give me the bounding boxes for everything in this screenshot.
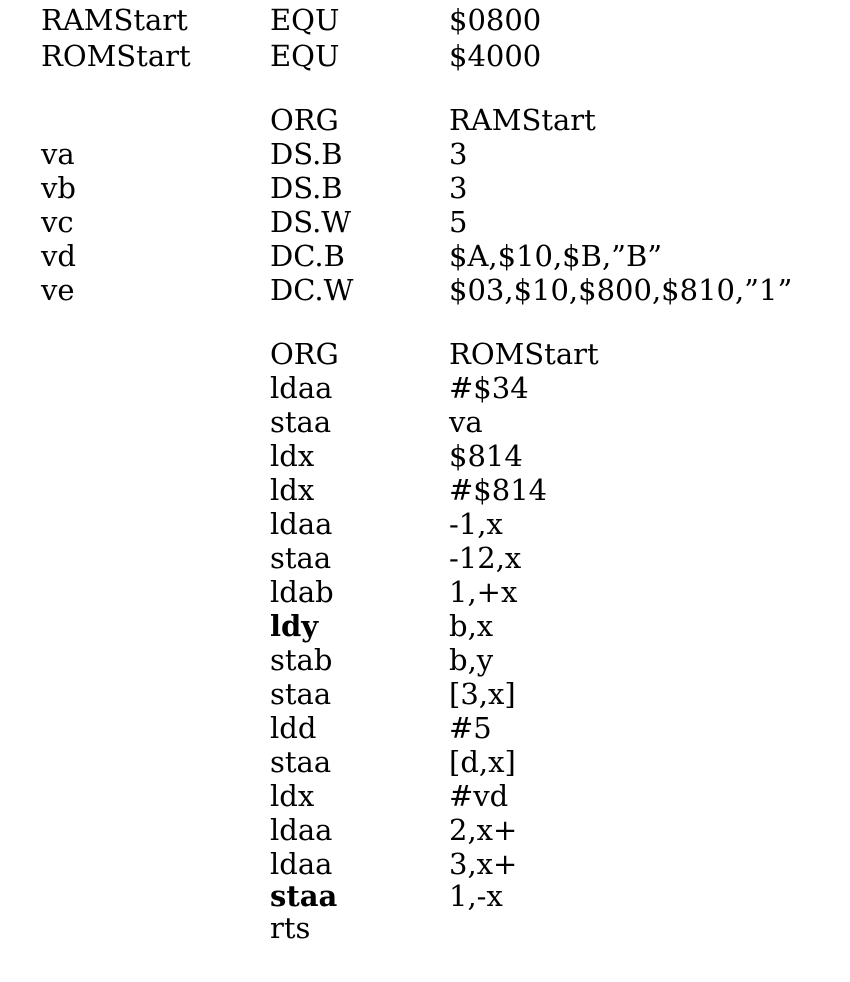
code-line — [0, 610, 850, 642]
line-label: ve — [41, 273, 75, 307]
line-operand: b,y — [449, 643, 494, 677]
code-line — [0, 712, 850, 744]
code-line — [0, 644, 850, 676]
line-mnemonic: DS.B — [270, 137, 343, 171]
line-mnemonic: ldy — [270, 609, 319, 643]
line-operand: 1,+x — [449, 575, 518, 609]
line-mnemonic: ORG — [270, 103, 339, 137]
line-mnemonic: staa — [270, 405, 332, 439]
line-label: vd — [41, 239, 76, 273]
line-operand: [3,x] — [449, 677, 516, 711]
line-operand: 2,x+ — [449, 813, 518, 847]
code-line — [0, 274, 850, 306]
line-operand: 3 — [449, 171, 468, 205]
line-operand: $A,$10,$B,”B” — [449, 239, 663, 273]
line-mnemonic: ldaa — [270, 371, 333, 405]
line-mnemonic: ldx — [270, 439, 315, 473]
line-label: vc — [41, 205, 74, 239]
line-operand: $4000 — [449, 39, 542, 73]
line-operand: $814 — [449, 439, 523, 473]
code-line — [0, 780, 850, 812]
line-operand: $03,$10,$800,$810,”1” — [449, 273, 793, 307]
line-mnemonic: ldaa — [270, 813, 333, 847]
line-mnemonic: EQU — [270, 39, 340, 73]
line-operand: 3 — [449, 137, 468, 171]
line-operand: 5 — [449, 205, 468, 239]
line-mnemonic: staa — [270, 879, 338, 913]
code-line — [0, 678, 850, 710]
line-operand: 1,-x — [449, 879, 503, 913]
line-mnemonic: DS.W — [270, 205, 352, 239]
line-operand: #$34 — [449, 371, 529, 405]
code-line — [0, 4, 850, 36]
line-label: vb — [41, 171, 76, 205]
code-line — [0, 240, 850, 272]
line-mnemonic: staa — [270, 745, 332, 779]
line-operand: #vd — [449, 779, 509, 813]
code-line — [0, 508, 850, 540]
line-mnemonic: rts — [270, 911, 311, 945]
line-operand: 3,x+ — [449, 847, 518, 881]
code-line — [0, 440, 850, 472]
line-mnemonic: ldab — [270, 575, 334, 609]
line-mnemonic: ldaa — [270, 847, 333, 881]
line-operand: RAMStart — [449, 103, 596, 137]
line-operand: -12,x — [449, 541, 522, 575]
line-mnemonic: ldd — [270, 711, 317, 745]
line-mnemonic: ldx — [270, 779, 315, 813]
line-mnemonic: ldx — [270, 473, 315, 507]
code-line — [0, 576, 850, 608]
line-mnemonic: EQU — [270, 3, 340, 37]
code-line — [0, 406, 850, 438]
code-line — [0, 746, 850, 778]
line-label: RAMStart — [41, 3, 188, 37]
code-line — [0, 880, 850, 912]
line-mnemonic: staa — [270, 677, 332, 711]
code-line — [0, 848, 850, 880]
line-mnemonic: DS.B — [270, 171, 343, 205]
line-operand: #$814 — [449, 473, 548, 507]
line-operand: b,x — [449, 609, 494, 643]
line-mnemonic: DC.W — [270, 273, 354, 307]
code-line — [0, 912, 850, 944]
code-line — [0, 104, 850, 136]
code-line — [0, 338, 850, 370]
code-line — [0, 474, 850, 506]
code-line — [0, 542, 850, 574]
line-operand: -1,x — [449, 507, 503, 541]
line-mnemonic: staa — [270, 541, 332, 575]
code-line — [0, 372, 850, 404]
line-operand: ROMStart — [449, 337, 599, 371]
line-operand: [d,x] — [449, 745, 516, 779]
line-label: va — [41, 137, 75, 171]
line-operand: va — [449, 405, 483, 439]
line-mnemonic: ORG — [270, 337, 339, 371]
code-line — [0, 814, 850, 846]
line-mnemonic: DC.B — [270, 239, 345, 273]
line-label: ROMStart — [41, 39, 191, 73]
code-line — [0, 206, 850, 238]
line-mnemonic: stab — [270, 643, 333, 677]
line-operand: #5 — [449, 711, 492, 745]
code-line — [0, 40, 850, 72]
line-operand: $0800 — [449, 3, 542, 37]
code-line — [0, 172, 850, 204]
line-mnemonic: ldaa — [270, 507, 333, 541]
code-line — [0, 138, 850, 170]
